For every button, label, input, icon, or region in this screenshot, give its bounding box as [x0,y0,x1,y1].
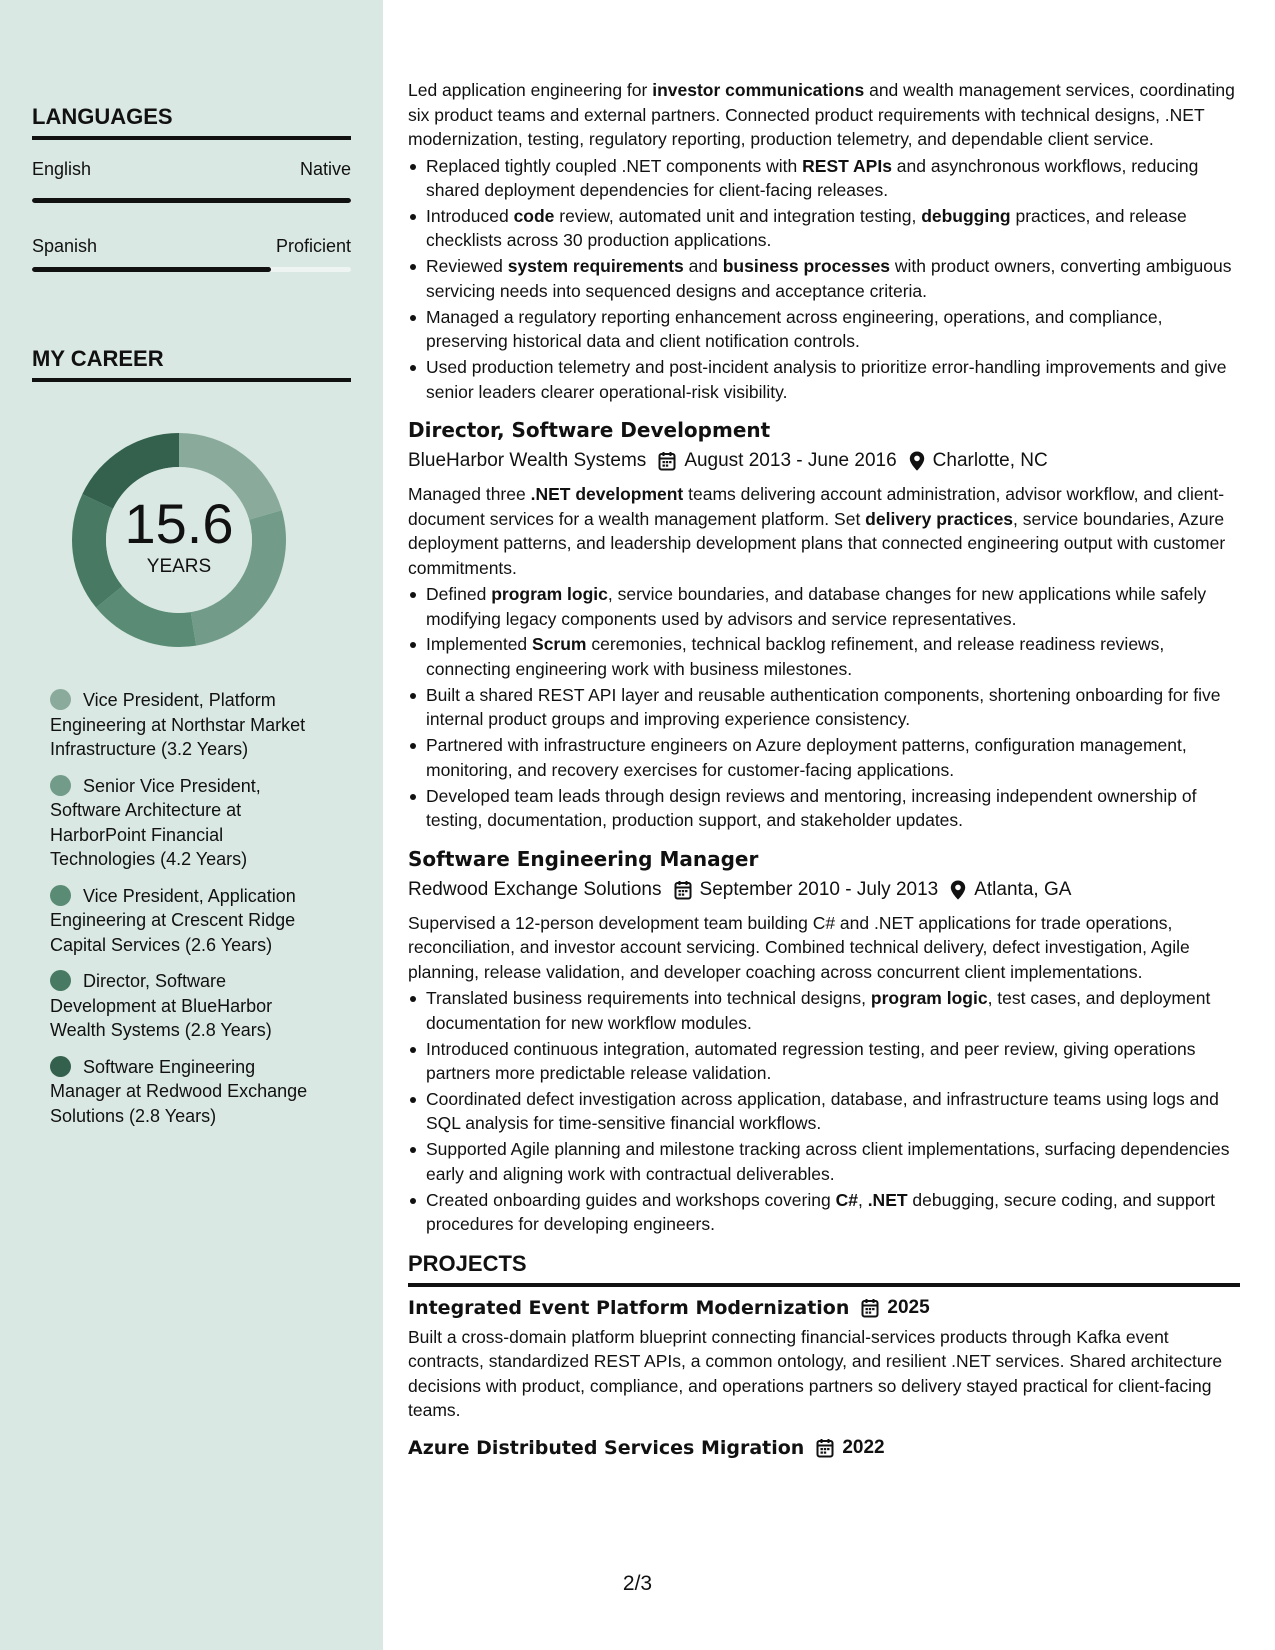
language-bar-fill [32,198,351,203]
job-bullet-list [408,582,1240,833]
project-title-row [408,1297,1240,1319]
calendar-icon [861,1298,879,1318]
language-bar-english [32,198,351,203]
legend-dot [50,1056,71,1077]
bullet-item: Built a shared REST API layer and reusable authentication components, shortening onboarding for five internal product groups and improving experience consistency. [408,683,1240,732]
project-description: Built a cross-domain platform blueprint connecting financial-services products through Kafka event contracts, standardized REST APIs, a common ontology, and resilient .NET services. Shared architecture decisions with product, compliance, and operations partners so delivery stayed practical for client-facing teams. [408,1326,1223,1421]
languages-heading: LANGUAGES [32,104,351,140]
language-row-spanish [32,236,351,257]
job-entry [408,847,1240,1237]
career-legend-text: Senior Vice President, Software Architecture at HarborPoint Financial Technologies (4.2 Years) [50,775,261,869]
job-bullet-list [408,986,1240,1237]
job-dates: August 2013 - June 2016 [684,450,897,472]
bullet-item: Implemented Scrum ceremonies, technical backlog refinement, and release readiness reviews, connecting engineering work with business milestones. [408,632,1240,681]
projects-list [408,1297,1240,1459]
intro-paragraph: Led application engineering for investor communications and wealth management services, coordinating six product teams and external partners. Connected product requirements with technical designs, .NET modernization, testing, regulatory reporting, production telemetry, and dependable client service. [408,80,1235,149]
bullet-item: Introduced code review, automated unit and integration testing, debugging practices, and release checklists across 30 production applications. [408,204,1240,253]
career-years-label: YEARS [146,556,212,577]
career-legend-item [50,774,330,872]
project-year: 2025 [887,1296,930,1318]
career-legend-text: Vice President, Platform Engineering at Northstar Market Infrastructure (3.2 Years) [50,690,306,759]
legend-dot [50,885,71,906]
legend-dot [50,689,71,710]
bullet-item: Created onboarding guides and workshops covering C#, .NET debugging, secure coding, and support procedures for developing engineers. [408,1188,1240,1237]
job-title: Director, Software Development [408,418,771,443]
company-name: Redwood Exchange Solutions [408,878,662,900]
project-entry [408,1437,1240,1459]
legend-dot [50,970,71,991]
language-bar-spanish [32,267,351,272]
career-legend-item [50,969,330,1043]
sidebar [0,0,383,1650]
main-content [408,78,1240,1473]
job-meta [408,450,1240,472]
career-legend [50,688,330,1140]
bullet-item: Replaced tightly coupled .NET components with REST APIs and asynchronous workflows, reducing shared deployment dependencies for client-facing releases. [408,154,1240,203]
career-legend-item [50,884,330,958]
language-bar-fill [32,267,271,272]
project-title-row [408,1437,1240,1459]
projects-heading: PROJECTS [408,1251,1240,1287]
project-year: 2022 [842,1436,885,1458]
job-summary: Managed three .NET development teams delivering account administration, advisor workflow, and client-document services for a wealth management platform. Set delivery practices, service boundaries, Azure deployment patterns, and leadership development plans that connected engineering output with customer commitments. [408,484,1226,578]
job-meta [408,879,1240,901]
donut-center [66,427,292,653]
calendar-icon [674,880,692,900]
bullet-item: Translated business requirements into technical designs, program logic, test cases, and deployment documentation for new workflow modules. [408,986,1240,1035]
project-title: Azure Distributed Services Migration [408,1436,805,1459]
bullet-item: Defined program logic, service boundaries, and database changes for new applications while safely modifying legacy components used by advisors and service representatives. [408,582,1240,631]
language-level: Proficient [275,236,351,256]
job-location: Atlanta, GA [974,878,1072,900]
language-row-english [32,159,351,180]
bullet-item: Used production telemetry and post-incident analysis to prioritize error-handling improvements and give senior leaders clearer operational-risk visibility. [408,355,1240,404]
career-total-years: 15.6 [124,492,234,555]
career-legend-text: Director, Software Development at BlueHarbor Wealth Systems (2.8 Years) [50,971,273,1040]
map-pin-icon [950,880,966,900]
legend-dot [50,775,71,796]
job-summary: Supervised a 12-person development team building C# and .NET applications for trade operations, reconciliation, and investor account servicing. Combined technical delivery, defect investigation, Agile planning, release validation, and developer coaching across concurrent client implementations. [408,912,1190,982]
language-name: Spanish [32,236,98,256]
career-donut-chart [66,427,292,653]
job-location: Charlotte, NC [932,450,1048,472]
career-heading: MY CAREER [32,346,351,382]
intro-bullet-list [408,154,1240,405]
career-legend-item [50,688,330,762]
job-title: Software Engineering Manager [408,846,759,871]
page-number: 2/3 [622,1572,653,1595]
job-entry [408,418,1240,833]
bullet-item: Partnered with infrastructure engineers on Azure deployment patterns, configuration management, monitoring, and recovery exercises for customer-facing applications. [408,733,1240,782]
career-legend-item [50,1055,330,1129]
language-level: Native [299,159,351,179]
bullet-item: Coordinated defect investigation across application, database, and infrastructure teams using logs and SQL analysis for time-sensitive financial workflows. [408,1087,1240,1136]
project-entry [408,1297,1240,1423]
bullet-item: Reviewed system requirements and business processes with product owners, converting ambiguous servicing needs into sequenced designs and acceptance criteria. [408,254,1240,303]
job-dates: September 2010 - July 2013 [699,878,939,900]
bullet-item: Introduced continuous integration, automated regression testing, and peer review, giving operations partners more predictable release validation. [408,1037,1240,1086]
calendar-icon [816,1438,834,1458]
experience-list [408,418,1240,1237]
map-pin-icon [909,451,925,471]
career-legend-text: Software Engineering Manager at Redwood Exchange Solutions (2.8 Years) [50,1056,308,1126]
career-legend-text: Vice President, Application Engineering at Crescent Ridge Capital Services (2.6 Years) [50,885,296,955]
project-title: Integrated Event Platform Modernization [408,1296,850,1319]
bullet-item: Developed team leads through design reviews and mentoring, increasing independent ownership of testing, documentation, production support, and stakeholder updates. [408,784,1240,833]
bullet-item: Supported Agile planning and milestone tracking across client implementations, surfacing dependencies early and aligning work with contractual deliverables. [408,1137,1240,1186]
calendar-icon [658,451,676,471]
company-name: BlueHarbor Wealth Systems [408,450,647,472]
bullet-item: Managed a regulatory reporting enhancement across engineering, operations, and compliance, preserving historical data and client notification controls. [408,305,1240,354]
language-name: English [32,159,92,179]
